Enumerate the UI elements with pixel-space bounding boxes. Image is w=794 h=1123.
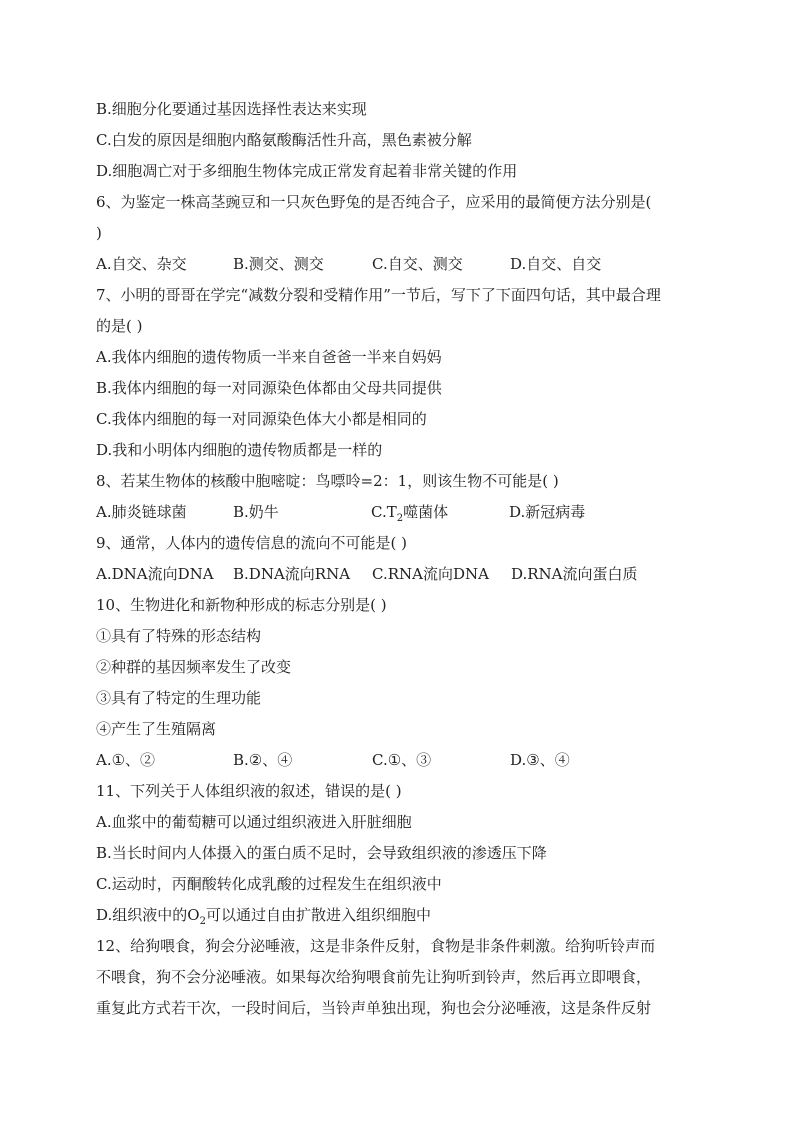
q9-option-a: A.DNA流向DNA	[96, 565, 214, 583]
q11-option-d: D.组织液中的$O_2$可以通过自由扩散进入组织细胞中	[96, 906, 431, 927]
question-content	[96, 94, 704, 1024]
q11-option-b: B.当长时间内人体摄入的蛋白质不足时，会导致组织液的渗透压下降	[96, 844, 547, 862]
q7-option-a: A.我体内细胞的遗传物质一半来自爸爸一半来自妈妈	[96, 348, 442, 366]
q6-options	[96, 249, 704, 280]
q5-option-b: B.细胞分化要通过基因选择性表达来实现	[96, 100, 367, 118]
q7-stem-end: 的是( )	[96, 317, 143, 335]
q12-line-2: 不喂食，狗不会分泌唾液。如果每次给狗喂食前先让狗听到铃声，然后再立即喂食，	[96, 968, 652, 986]
q10-option-d: D.③、④	[510, 751, 570, 769]
q8-stem: 8、若某生物体的核酸中胞嘧啶：鸟嘌呤=2：1，则该生物不可能是( )	[96, 472, 559, 490]
q8-option-b: B.奶牛	[233, 503, 279, 521]
q9-option-b: B.DNA流向RNA	[233, 565, 351, 583]
q11-option-c: C.运动时，丙酮酸转化成乳酸的过程发生在组织液中	[96, 875, 442, 893]
q8-options	[96, 497, 704, 528]
q10-item-3: ③具有了特定的生理功能	[96, 689, 262, 707]
q6-stem-end: )	[96, 224, 102, 242]
q10-option-c: C.①、③	[372, 751, 432, 769]
q6-option-d: D.自交、自交	[510, 255, 602, 273]
q6-option-b: B.测交、测交	[233, 255, 324, 273]
q6-option-c: C.自交、测交	[372, 255, 463, 273]
q10-stem: 10、生物进化和新物种形成的标志分别是( )	[96, 596, 387, 614]
q9-stem: 9、通常，人体内的遗传信息的流向不可能是( )	[96, 534, 408, 552]
q10-option-a: A.①、②	[96, 751, 156, 769]
q10-item-2: ②种群的基因频率发生了改变	[96, 658, 292, 676]
q5-option-d: D.细胞凋亡对于多细胞生物体完成正常发育起着非常关键的作用	[96, 162, 518, 180]
q8-option-c: $C.T_2$噬菌体	[371, 503, 449, 524]
q10-options	[96, 745, 704, 776]
q8-option-d: D.新冠病毒	[509, 503, 586, 521]
q10-option-b: B.②、④	[233, 751, 293, 769]
q8-option-a: A.肺炎链球菌	[96, 503, 187, 521]
q12-line-1: 12、给狗喂食，狗会分泌唾液，这是非条件反射，食物是非条件刺激。给狗听铃声而	[96, 937, 656, 955]
q7-stem: 7、小明的哥哥在学完“减数分裂和受精作用”一节后，写下了下面四句话，其中最合理	[96, 286, 661, 304]
q7-option-d: D.我和小明体内细胞的遗传物质都是一样的	[96, 441, 383, 459]
q9-options	[96, 559, 704, 590]
q9-option-d: D.RNA流向蛋白质	[511, 565, 638, 583]
q5-option-c: C.白发的原因是细胞内酪氨酸酶活性升高，黑色素被分解	[96, 131, 472, 149]
q7-option-b: B.我体内细胞的每一对同源染色体都由父母共同提供	[96, 379, 442, 397]
q11-stem: 11、下列关于人体组织液的叙述，错误的是( )	[96, 782, 402, 800]
q10-item-4: ④产生了生殖隔离	[96, 720, 217, 738]
q6-stem: 6、为鉴定一株高茎豌豆和一只灰色野兔的是否纯合子，应采用的最简便方法分别是(	[96, 193, 652, 211]
q7-option-c: C.我体内细胞的每一对同源染色体大小都是相同的	[96, 410, 427, 428]
q9-option-c: C.RNA流向DNA	[372, 565, 489, 583]
q6-option-a: A.自交、杂交	[96, 255, 187, 273]
q11-option-a: A.血浆中的葡萄糖可以通过组织液进入肝脏细胞	[96, 813, 412, 831]
q10-item-1: ①具有了特殊的形态结构	[96, 627, 262, 645]
q12-line-3: 重复此方式若干次，一段时间后，当铃声单独出现，狗也会分泌唾液，这是条件反射	[96, 999, 652, 1017]
